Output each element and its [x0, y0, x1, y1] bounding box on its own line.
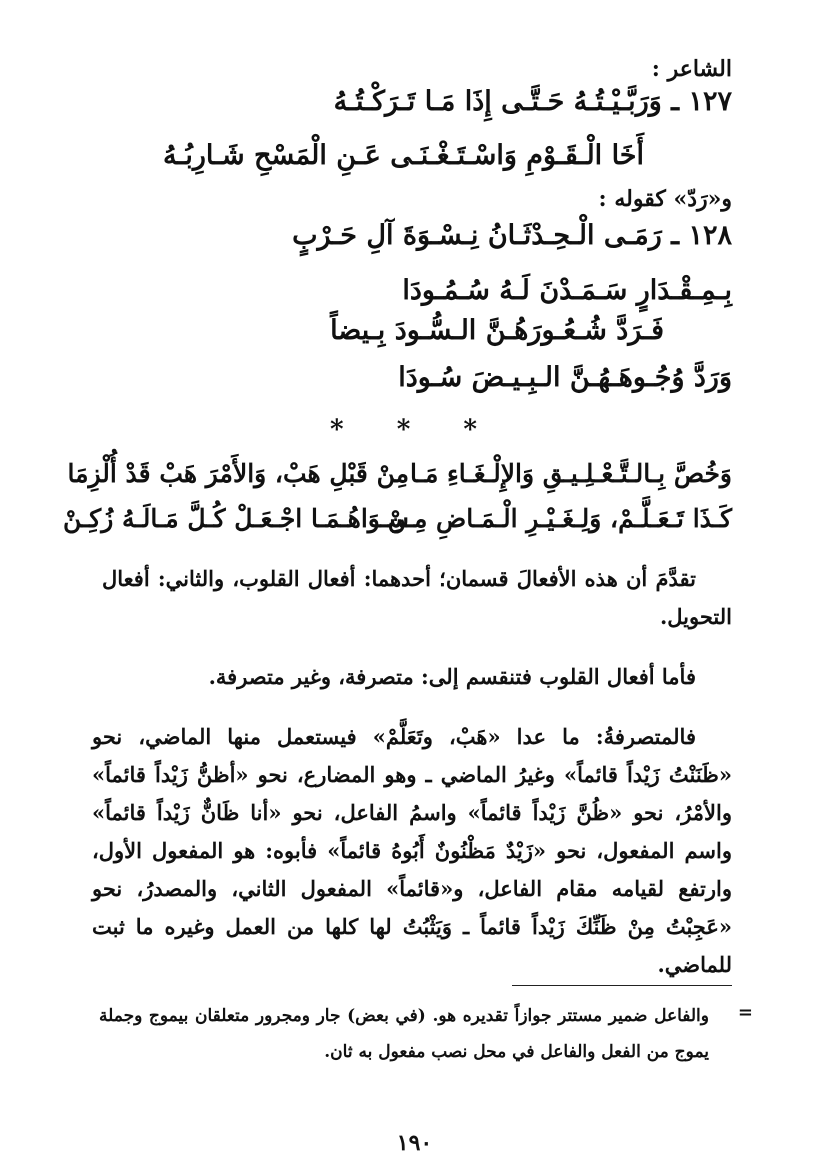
paragraph-heart-verbs: فأما أفعال القلوب فتنقسم إلى: متصرفة، وغير متصرفة.: [208, 664, 696, 689]
section-separator: * * *: [330, 415, 499, 445]
poet-label: الشاعر :: [651, 56, 732, 82]
verse-127-second-hemistich: أَخَا الْـقَـوْمِ وَاسْـتَـغْـنَـى عَـنِ الْمَسْحِ شَـارِبُـهُ: [162, 140, 644, 171]
page-number: ١٩٠: [396, 1130, 433, 1156]
alfiyya-line-1-right: وَخُصَّ بِـالـتَّـعْـلِـيـقِ وَالإِلْـغَـاءِ مَـا: [410, 459, 732, 488]
verse-128-line-3: فَـرَدَّ شُـعُـورَهُـنَّ الـسُّـودَ بِـيضاً: [330, 315, 664, 346]
footnote-text: والفاعل ضمير مستتر جوازاً تقديره هو. (في بعض) جار ومجرور متعلقان بيموج وجملة يموج من الفعل والفاعل في محل نصب مفعول به ثان.: [99, 1006, 709, 1062]
paragraph-intro: تقدَّمَ أن هذه الأفعالَ قسمان؛ أحدهما: أفعال القلوب، والثاني: أفعال التحويل.: [102, 566, 732, 629]
alfiyya-line-2-left: سِـوَاهُـمَـا اجْـعَـلْ كُـلَّ مَـالَـهُ زُكِـنْ: [62, 504, 409, 533]
alfiyya-line-2-right: كَـذَا تَـعَـلَّـمْ، وَلِـغَـيْـرِ الْـمَـاضِ مِـنْ: [387, 504, 732, 533]
radd-example-label: و«رَدّ» كقوله :: [598, 186, 732, 212]
verse-128-line-2: بِـمِـقْـدَارٍ سَـمَـدْنَ لَـهُ سُـمُـودَا: [402, 275, 732, 306]
verse-128-line-4: وَرَدَّ وُجُـوهَـهُـنَّ الـبِـيـضَ سُـودَا: [398, 362, 732, 393]
verse-127-first-hemistich: ١٢٧ ـ وَرَبَّـيْـتُـهُ حَـتَّـى إِذَا مَـا تَـرَكْـتُـهُ: [333, 86, 732, 117]
footnote-divider: [512, 985, 732, 986]
footnote-continuation-marker: =: [737, 1002, 753, 1023]
alfiyya-line-1-left: مِنْ قَبْلِ هَبْ، وَالأَمْرَ هَبْ قَدْ أُلْزِمَا: [67, 459, 409, 488]
paragraph-inflected-verbs: فالمتصرفةُ: ما عدا «هَبْ، وتَعَلَّمْ» فيستعمل منها الماضي، نحو «ظَنَنْتُ زَيْداً قائماً» وغيرُ الماضي ـ وهو المضارع، نحو «أظنُّ زَيْداً قائماً» والأمْرُ، نحو «ظُنَّ زَيْداً قائماً» واسمُ الفاعل، نحو «أنا ظَانٌّ زَيْداً قائماً» واسم المفعول، نحو «زَيْدٌ مَظْنُونٌ أَبُوهُ قائماً» فأبوه: هو المفعول الأول، وارتفع لقيامه مقام الفاعل، و«قائماً» المفعول الثاني، والمصدرُ، نحو «عَجِبْتُ مِنْ ظَنِّكَ زَيْداً قائماً ـ وَيَثْبُتُ لها كلها من العمل وغيره ما ثبت للماضي.: [92, 724, 732, 977]
verse-128-line-1: ١٢٨ ـ رَمَـى الْـحِـدْثَـانُ نِـسْـوَةَ آلِ حَـرْبٍ: [292, 220, 732, 251]
